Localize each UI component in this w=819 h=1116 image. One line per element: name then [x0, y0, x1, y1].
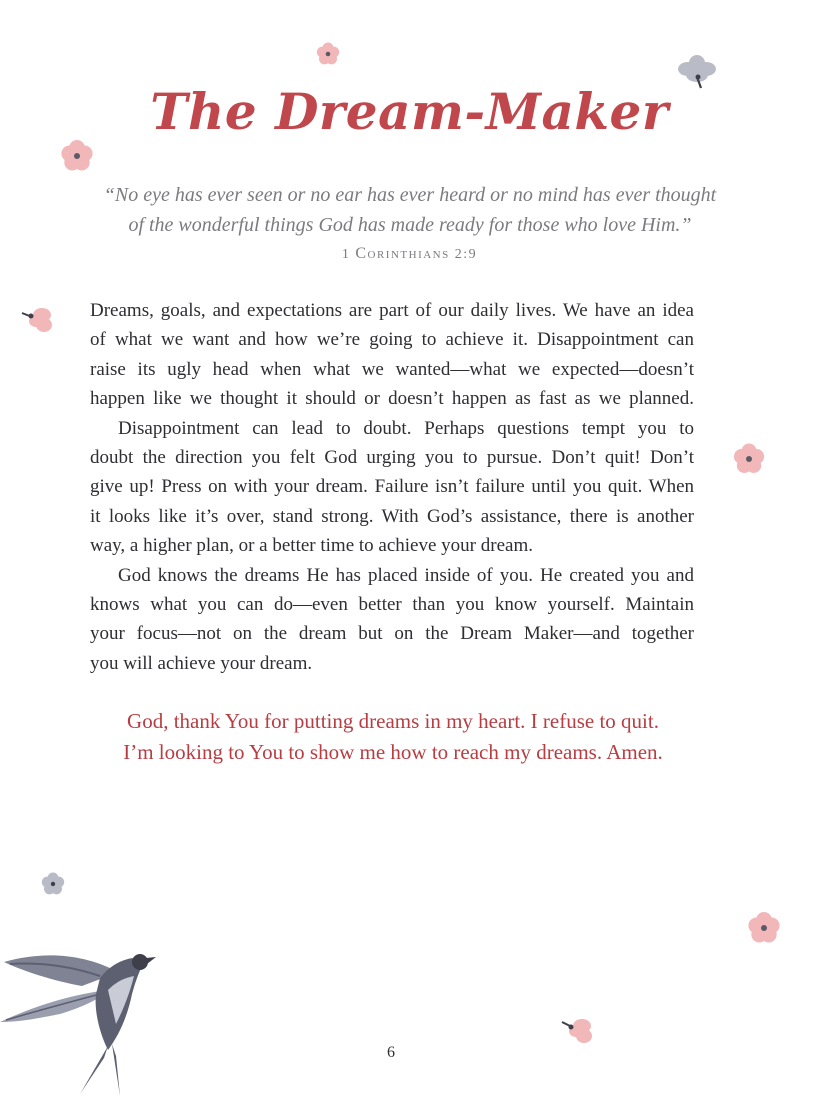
body-line: of what we want and how we’re going to achieve it. Disappointment can	[90, 329, 694, 351]
body-line: knows what you can do—even better than you know yourself. Maintain	[90, 594, 694, 616]
reference-book: Corinthians	[355, 245, 450, 262]
pink-flower-icon	[730, 441, 768, 477]
reference-chapter-verse: 2:9	[454, 247, 478, 262]
body-line: Dreams, goals, and expectations are part of our daily lives. We have an idea	[90, 300, 694, 321]
body-line: happen like we thought it should or doesn’t happen as fast as we planned.	[90, 388, 694, 410]
scripture-line-1: “No eye has ever seen or no ear has ever heard or no mind has ever thought	[103, 184, 717, 206]
body-line: doubt the direction you felt God urging you to pursue. Don’t quit! Don’t	[90, 447, 694, 469]
prayer-line-1: God, thank You for putting dreams in my heart. I refuse to quit.	[127, 709, 659, 733]
gray-flower-icon	[673, 52, 721, 92]
closing-prayer	[0, 706, 786, 768]
pink-flower-icon	[314, 40, 342, 68]
body-line: God knows the dreams He has placed inside of you. He created you and	[118, 564, 694, 586]
body-line: it looks like it’s over, stand strong. With God’s assistance, there is another	[90, 505, 694, 527]
page-title: The Dream-Maker	[150, 82, 669, 141]
scripture-line-2: of the wonderful things God has made ready for those who love Him.”	[128, 214, 692, 236]
body-line: you will achieve your dream.	[90, 652, 313, 674]
pink-petal-icon	[20, 303, 56, 335]
body-line: raise its ugly head when what we wanted—what we expected—doesn’t	[90, 358, 694, 380]
scripture-reference	[0, 245, 819, 263]
reference-number: 1	[341, 247, 351, 262]
body-line: your focus—not on the dream but on the Dream Maker—and together	[90, 623, 694, 645]
swallow-bird-icon	[0, 938, 160, 1098]
pink-petal-icon	[560, 1013, 596, 1047]
scripture-quote	[90, 180, 730, 240]
body-line: way, a higher plan, or a better time to achieve your dream.	[90, 535, 533, 557]
devotional-body	[90, 296, 694, 678]
gray-flower-icon	[38, 870, 68, 898]
body-line: give up! Press on with your dream. Failure isn’t failure until you quit. When	[90, 476, 694, 498]
pink-flower-icon	[56, 137, 98, 175]
prayer-line-2: I’m looking to You to show me how to reach my dreams. Amen.	[123, 740, 663, 764]
pink-flower-icon	[744, 908, 784, 948]
body-line: Disappointment can lead to doubt. Perhaps questions tempt you to	[118, 417, 694, 439]
page-number: 6	[387, 1044, 395, 1061]
